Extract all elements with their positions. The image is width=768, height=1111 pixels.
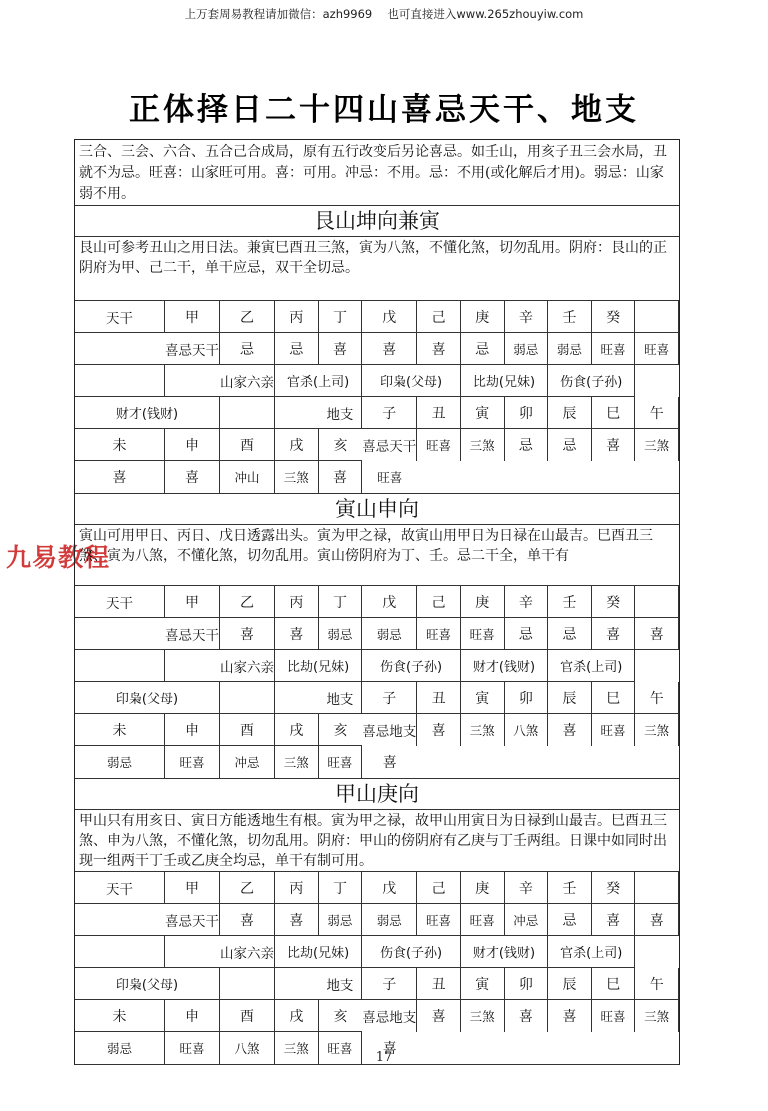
section-title-gen: 艮山坤向兼寅	[75, 206, 679, 237]
cell: 申	[165, 429, 220, 461]
cell: 弱忌	[548, 333, 592, 365]
cell: 己	[417, 872, 461, 904]
cell: 比劫(兄妹)	[275, 650, 362, 682]
cell: 喜	[220, 904, 275, 936]
cell: 己	[417, 586, 461, 618]
cell: 旺喜	[461, 618, 505, 650]
document-table	[74, 139, 680, 1065]
cell: 三煞	[635, 429, 679, 461]
cell	[275, 397, 319, 429]
cell: 三煞	[275, 461, 319, 493]
cell: 午	[635, 968, 679, 1000]
cell: 忌	[548, 429, 592, 461]
cell: 伤食(子孙)	[362, 650, 461, 682]
cell	[75, 904, 165, 936]
cell: 旺喜	[592, 1000, 636, 1032]
cell: 喜	[75, 461, 165, 493]
cell: 喜	[592, 618, 636, 650]
cell: 丙	[275, 301, 319, 333]
cell: 印枭(父母)	[75, 682, 220, 714]
cell: 比劫(兄妹)	[461, 365, 548, 397]
cell: 官杀(上司)	[548, 650, 635, 682]
cell: 冲忌	[220, 746, 275, 778]
page-header-banner: 上万套周易教程请加微信：azh9969 也可直接进入www.265zhouyiw.com	[184, 7, 584, 21]
cell: 忌	[548, 904, 592, 936]
cell: 丑	[417, 968, 461, 1000]
cell	[220, 968, 275, 1000]
cell: 财才(钱财)	[75, 397, 220, 429]
cell: 喜	[548, 714, 592, 746]
cell: 旺喜	[592, 333, 636, 365]
row-label-dizhi: 地支	[319, 968, 363, 1000]
cell: 丁	[319, 586, 363, 618]
cell: 巳	[592, 397, 636, 429]
row-label-dizhi: 地支	[319, 397, 363, 429]
cell: 三煞	[635, 714, 679, 746]
cell: 财才(钱财)	[461, 936, 548, 968]
row-label-xiji-dizhi: 喜忌天干	[362, 429, 417, 461]
cell: 旺喜	[319, 1032, 363, 1064]
cell: 甲	[165, 872, 220, 904]
watermark-logo: 九易教程	[6, 543, 111, 572]
cell: 喜	[382, 1041, 397, 1057]
cell: 喜	[382, 755, 397, 771]
cell: 三煞	[275, 746, 319, 778]
cell	[75, 333, 165, 365]
cell: 卯	[505, 682, 549, 714]
cell: 喜	[362, 333, 417, 365]
cell: 喜	[275, 618, 319, 650]
cell: 忌	[548, 618, 592, 650]
cell: 辛	[505, 586, 549, 618]
cell: 冲山	[220, 461, 275, 493]
cell: 弱忌	[319, 618, 363, 650]
cell: 午	[635, 397, 679, 429]
cell: 喜	[319, 333, 363, 365]
section-title-yin: 寅山申向	[75, 494, 679, 525]
cell: 弱忌	[75, 1032, 165, 1064]
cell: 弱忌	[319, 904, 363, 936]
cell: 丁	[319, 301, 363, 333]
cell: 旺喜	[417, 429, 461, 461]
cell	[275, 968, 319, 1000]
cell: 三煞	[635, 1000, 679, 1032]
cell: 子	[362, 397, 417, 429]
cell: 喜	[165, 461, 220, 493]
cell: 喜	[417, 1000, 461, 1032]
cell	[635, 872, 679, 904]
cell: 印枭(父母)	[75, 968, 220, 1000]
cell: 旺喜	[165, 1032, 220, 1064]
cell: 比劫(兄妹)	[275, 936, 362, 968]
cell	[275, 682, 319, 714]
cell: 丑	[417, 682, 461, 714]
cell: 亥	[319, 714, 363, 746]
cell: 乙	[220, 586, 275, 618]
section-grid-gen	[75, 301, 679, 494]
cell: 喜	[635, 618, 679, 650]
cell: 甲	[165, 586, 220, 618]
section-grid-jia	[75, 872, 679, 1065]
cell: 辛	[505, 301, 549, 333]
cell: 弱忌	[362, 904, 417, 936]
cell: 未	[75, 429, 165, 461]
cell: 戌	[275, 429, 319, 461]
cell: 癸	[592, 301, 636, 333]
cell	[75, 365, 165, 397]
cell: 卯	[505, 968, 549, 1000]
section-grid-yin	[75, 586, 679, 779]
cell: 喜	[417, 714, 461, 746]
cell: 喜	[548, 1000, 592, 1032]
cell: 丙	[275, 872, 319, 904]
cell: 忌	[461, 333, 505, 365]
cell	[165, 650, 220, 682]
row-label-xiji-tiangan: 喜忌天干	[165, 904, 220, 936]
cell: 官杀(上司)	[275, 365, 362, 397]
section-title-jia: 甲山庚向	[75, 779, 679, 810]
cell: 癸	[592, 872, 636, 904]
cell: 壬	[548, 872, 592, 904]
cell: 寅	[461, 968, 505, 1000]
row-label-tiangan: 天干	[75, 586, 165, 618]
cell: 三煞	[461, 429, 505, 461]
cell: 旺喜	[635, 333, 679, 365]
cell: 冲忌	[505, 904, 549, 936]
cell	[165, 936, 220, 968]
cell: 三煞	[461, 714, 505, 746]
section-desc-gen: 艮山可参考丑山之用日法。兼寅巳酉丑三煞，寅为八煞，不懂化煞，切勿乱用。阴府：艮山的正阴府为甲、己二干，单干应忌，双干全切忌。	[75, 237, 679, 301]
cell: 印枭(父母)	[362, 365, 461, 397]
cell: 乙	[220, 301, 275, 333]
row-label-dizhi: 地支	[319, 682, 363, 714]
cell	[635, 301, 679, 333]
cell: 八煞	[220, 1032, 275, 1064]
section-desc-yin: 寅山可用甲日、丙日、戊日透露出头。寅为甲之禄，故寅山用甲日为日禄在山最吉。巳酉丑三煞、寅为八煞，不懂化煞，切勿乱用。寅山傍阴府为丁、壬。忌二干全，单干有	[75, 525, 679, 586]
cell: 庚	[461, 586, 505, 618]
cell: 旺喜	[461, 904, 505, 936]
cell: 戊	[362, 586, 417, 618]
cell: 喜	[220, 618, 275, 650]
cell: 午	[635, 682, 679, 714]
cell: 丑	[417, 397, 461, 429]
cell: 申	[165, 714, 220, 746]
cell: 辰	[548, 968, 592, 1000]
cell: 酉	[220, 714, 275, 746]
cell: 子	[362, 968, 417, 1000]
row-label-xiji-tiangan: 喜忌天干	[165, 618, 220, 650]
cell: 官杀(上司)	[548, 936, 635, 968]
cell: 旺喜	[377, 470, 403, 485]
cell: 亥	[319, 1000, 363, 1032]
cell: 戌	[275, 714, 319, 746]
cell: 卯	[505, 397, 549, 429]
cell: 旺喜	[319, 746, 363, 778]
cell	[75, 650, 165, 682]
cell	[165, 365, 220, 397]
cell: 喜	[592, 429, 636, 461]
cell: 酉	[220, 1000, 275, 1032]
cell: 寅	[461, 397, 505, 429]
cell: 伤食(子孙)	[548, 365, 635, 397]
row-label-tiangan: 天干	[75, 301, 165, 333]
cell: 忌	[275, 333, 319, 365]
cell: 己	[417, 301, 461, 333]
cell: 丁	[319, 872, 363, 904]
cell	[220, 682, 275, 714]
row-label-liuqin: 山家六亲	[220, 365, 275, 397]
cell: 戌	[275, 1000, 319, 1032]
cell: 弱忌	[362, 618, 417, 650]
cell	[75, 618, 165, 650]
cell: 丙	[275, 586, 319, 618]
cell: 酉	[220, 429, 275, 461]
cell: 申	[165, 1000, 220, 1032]
cell: 戊	[362, 301, 417, 333]
cell: 戊	[362, 872, 417, 904]
cell: 巳	[592, 682, 636, 714]
page-number: 17	[375, 1050, 393, 1065]
cell: 喜	[592, 904, 636, 936]
cell: 弱忌	[75, 746, 165, 778]
cell: 辛	[505, 872, 549, 904]
cell: 未	[75, 1000, 165, 1032]
cell	[220, 397, 275, 429]
cell: 喜	[319, 461, 363, 493]
cell: 喜	[505, 1000, 549, 1032]
cell: 旺喜	[417, 618, 461, 650]
cell: 忌	[505, 429, 549, 461]
cell: 喜	[275, 904, 319, 936]
cell: 庚	[461, 872, 505, 904]
cell: 亥	[319, 429, 363, 461]
cell: 旺喜	[592, 714, 636, 746]
row-label-tiangan: 天干	[75, 872, 165, 904]
intro-note: 三合、三会、六合、五合己合成局，原有五行改变后另论喜忌。如壬山，用亥子丑三会水局，丑就不为忌。旺喜：山家旺可用。喜：可用。冲忌：不用。忌：不用(或化解后才用)。弱忌：山家弱不用。	[75, 140, 679, 206]
cell: 喜	[635, 904, 679, 936]
cell: 未	[75, 714, 165, 746]
cell: 财才(钱财)	[461, 650, 548, 682]
cell: 庚	[461, 301, 505, 333]
cell: 甲	[165, 301, 220, 333]
cell	[75, 936, 165, 968]
cell: 巳	[592, 968, 636, 1000]
cell: 旺喜	[165, 746, 220, 778]
row-label-liuqin: 山家六亲	[220, 650, 275, 682]
section-desc-jia: 甲山只有用亥日、寅日方能透地生有根。寅为甲之禄，故甲山用寅日为日禄到山最吉。巳酉丑三煞、申为八煞，不懂化煞，切勿乱用。阴府：甲山的傍阴府有乙庚与丁壬两组。日课中如同时出现一组两干丁壬或乙庚全均忌，单干有制可用。	[75, 810, 679, 872]
cell: 旺喜	[417, 904, 461, 936]
cell: 忌	[220, 333, 275, 365]
cell: 三煞	[461, 1000, 505, 1032]
cell: 弱忌	[505, 333, 549, 365]
cell: 子	[362, 682, 417, 714]
row-label-liuqin: 山家六亲	[220, 936, 275, 968]
cell: 伤食(子孙)	[362, 936, 461, 968]
row-label-xiji-dizhi: 喜忌地支	[362, 714, 417, 746]
cell: 辰	[548, 397, 592, 429]
cell: 寅	[461, 682, 505, 714]
cell: 辰	[548, 682, 592, 714]
cell: 乙	[220, 872, 275, 904]
row-label-xiji-dizhi: 喜忌地支	[362, 1000, 417, 1032]
row-label-xiji-tiangan: 喜忌天干	[165, 333, 220, 365]
page-title: 正体择日二十四山喜忌天干、地支	[129, 92, 639, 128]
cell: 癸	[592, 586, 636, 618]
cell: 壬	[548, 586, 592, 618]
cell: 八煞	[505, 714, 549, 746]
cell: 忌	[505, 618, 549, 650]
cell	[635, 586, 679, 618]
cell: 壬	[548, 301, 592, 333]
cell: 三煞	[275, 1032, 319, 1064]
cell: 喜	[417, 333, 461, 365]
